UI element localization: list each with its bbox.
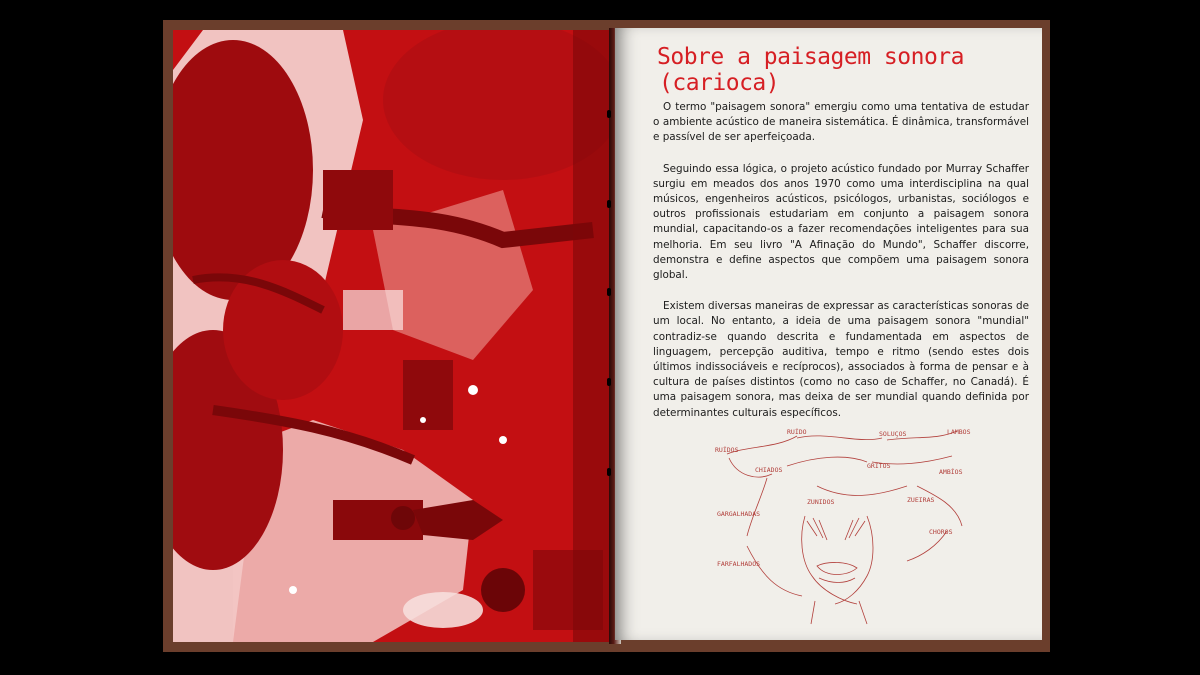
red-photo-page	[173, 30, 615, 642]
paragraph-2: Seguindo essa lógica, o projeto acústico fundado por Murray Schaffer surgiu em meados dos anos 1970 como uma interdisciplina na qual músicos, engenheiros acústicos, psicólogos, urbanistas, sociólogos e outros profissionais estudariam em conjunto a paisagem sonora mundial, capacitando-os a fazer recomendações inteligentes para sua melhoria. Em seu livro "A Afinação do Mundo", Schaffer discorre, demonstra e define aspectos que compõem uma paisagem sonora global.	[653, 162, 1029, 282]
paragraph-1: O termo "paisagem sonora" emergiu como uma tentativa de estudar o ambiente acústico de maneira sistemática. É dinâmica, transformável e passível de ser aperfeiçoada.	[653, 101, 1029, 144]
hands-sound-sketch	[707, 426, 977, 626]
sketch-word-gargalhadas: GARGALHADAS	[717, 510, 761, 518]
sketch-word-ruidos: RUÍDOS	[715, 446, 739, 454]
sketch-word-chiados: CHIADOS	[755, 466, 783, 474]
sketch-word-choros: CHOROS	[929, 528, 953, 536]
page-title	[657, 44, 1017, 96]
sketch-word-lambos: LAMBOS	[947, 428, 971, 436]
sketch-word-ambios: AMBÍOS	[939, 468, 963, 476]
sketch-word-gritos: GRITOS	[867, 462, 891, 470]
title-line-2: (carioca)	[659, 70, 780, 96]
body-text	[653, 100, 1029, 437]
street-market-photo	[173, 30, 615, 642]
sketch-word-zunidos: ZUNIDOS	[807, 498, 835, 506]
open-booklet	[163, 20, 1050, 652]
text-page	[615, 28, 1042, 640]
sketch-word-farfalhados: FARFALHADOS	[717, 560, 761, 568]
paragraph-3: Existem diversas maneiras de expressar as características sonoras de um local. No entanto, a ideia de uma paisagem sonora "mundial" contradiz-se quando descrita e fundamentada em aspectos de linguagem, percepção auditiva, tempo e ritmo (sendo estes dois últimos indissociáveis e recíprocos), associados à forma de pensar e à cultura de países distintos (como no caso de Schaffer, no Canadá). É uma paisagem sonora, mas deixa de ser mundial quando definida por determinantes culturais específicos.	[653, 300, 1029, 419]
sketch-word-ruido: RUÍDO	[787, 428, 807, 436]
title-line-1: Sobre a paisagem sonora	[657, 44, 964, 70]
sketch-word-solucos: SOLUÇOS	[879, 430, 907, 438]
sketch-word-zueiras: ZUEIRAS	[907, 496, 935, 504]
